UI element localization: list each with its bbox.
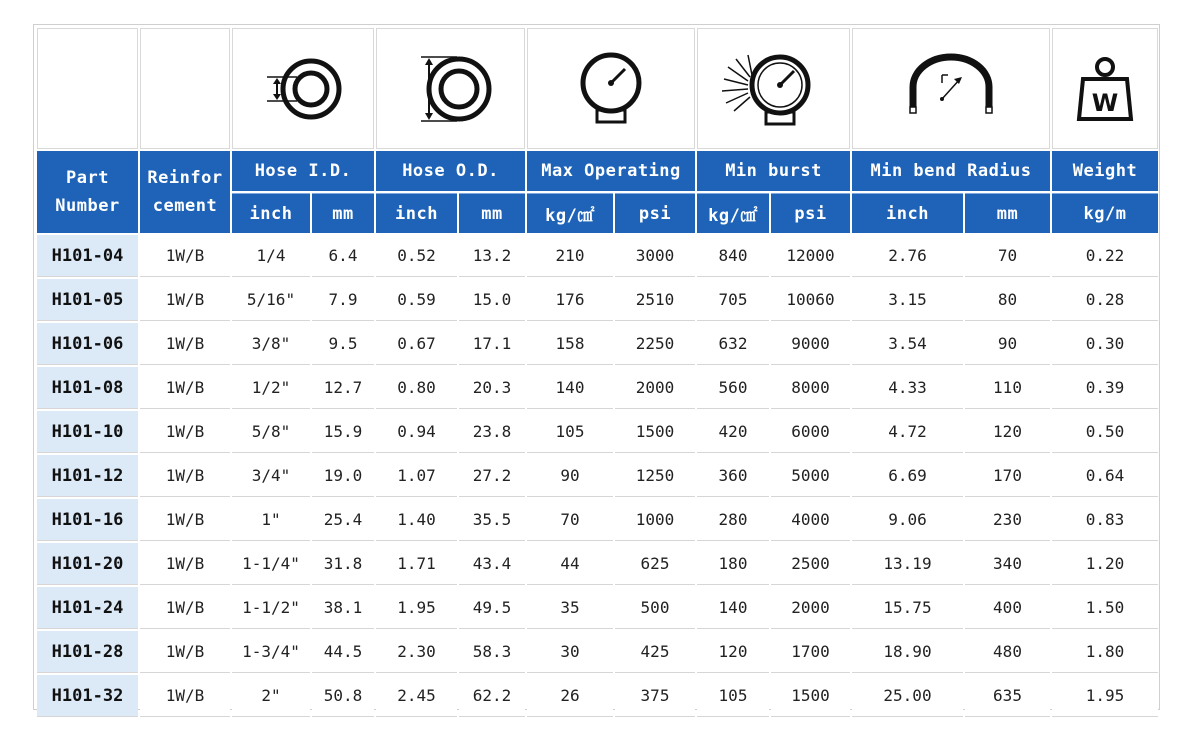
cell-weight: 1.80 bbox=[1052, 631, 1158, 673]
header-reinforcement-line1: Reinfor bbox=[147, 168, 223, 188]
cell-od-inch: 1.71 bbox=[376, 543, 457, 585]
cell-burst-kg: 840 bbox=[697, 235, 769, 277]
cell-od-mm: 62.2 bbox=[459, 675, 525, 717]
cell-bend-mm: 170 bbox=[965, 455, 1050, 497]
table-row bbox=[37, 323, 1158, 365]
cell-reinforcement: 1W/B bbox=[140, 279, 230, 321]
header-min-bend: Min bend Radius bbox=[852, 151, 1050, 191]
cell-od-mm: 58.3 bbox=[459, 631, 525, 673]
cell-od-inch: 1.40 bbox=[376, 499, 457, 541]
cell-id-mm: 44.5 bbox=[312, 631, 374, 673]
header-weight: Weight bbox=[1052, 151, 1158, 191]
cell-id-inch: 3/8" bbox=[232, 323, 310, 365]
unit-bend-mm: mm bbox=[965, 193, 1050, 233]
cell-reinforcement: 1W/B bbox=[140, 587, 230, 629]
table-row bbox=[37, 675, 1158, 717]
cell-burst-psi: 2500 bbox=[771, 543, 850, 585]
cell-bend-mm: 230 bbox=[965, 499, 1050, 541]
cell-id-mm: 25.4 bbox=[312, 499, 374, 541]
cell-op-kg: 26 bbox=[527, 675, 613, 717]
cell-burst-psi: 9000 bbox=[771, 323, 850, 365]
cell-id-inch: 1-3/4" bbox=[232, 631, 310, 673]
cell-reinforcement: 1W/B bbox=[140, 235, 230, 277]
cell-op-kg: 30 bbox=[527, 631, 613, 673]
cell-bend-mm: 480 bbox=[965, 631, 1050, 673]
cell-weight: 0.39 bbox=[1052, 367, 1158, 409]
cell-od-mm: 43.4 bbox=[459, 543, 525, 585]
inner-diameter-icon bbox=[232, 28, 374, 149]
table-row bbox=[37, 543, 1158, 585]
cell-part-number: H101-10 bbox=[37, 411, 138, 453]
burst-gauge-icon bbox=[697, 28, 850, 149]
cell-part-number: H101-08 bbox=[37, 367, 138, 409]
cell-id-inch: 1/2" bbox=[232, 367, 310, 409]
cell-op-psi: 1250 bbox=[615, 455, 695, 497]
cell-id-mm: 12.7 bbox=[312, 367, 374, 409]
cell-id-inch: 1/4 bbox=[232, 235, 310, 277]
cell-bend-inch: 25.00 bbox=[852, 675, 963, 717]
cell-burst-psi: 1700 bbox=[771, 631, 850, 673]
header-hose-od: Hose O.D. bbox=[376, 151, 525, 191]
cell-part-number: H101-28 bbox=[37, 631, 138, 673]
cell-burst-psi: 4000 bbox=[771, 499, 850, 541]
cell-bend-inch: 3.54 bbox=[852, 323, 963, 365]
cell-burst-kg: 105 bbox=[697, 675, 769, 717]
hose-spec-table bbox=[35, 26, 1160, 719]
cell-op-psi: 500 bbox=[615, 587, 695, 629]
outer-diameter-icon bbox=[376, 28, 525, 149]
cell-weight: 1.20 bbox=[1052, 543, 1158, 585]
cell-reinforcement: 1W/B bbox=[140, 499, 230, 541]
cell-burst-kg: 632 bbox=[697, 323, 769, 365]
cell-od-inch: 1.07 bbox=[376, 455, 457, 497]
cell-weight: 0.50 bbox=[1052, 411, 1158, 453]
cell-bend-mm: 90 bbox=[965, 323, 1050, 365]
cell-burst-psi: 10060 bbox=[771, 279, 850, 321]
cell-op-psi: 1500 bbox=[615, 411, 695, 453]
cell-burst-kg: 705 bbox=[697, 279, 769, 321]
cell-bend-inch: 2.76 bbox=[852, 235, 963, 277]
cell-bend-mm: 400 bbox=[965, 587, 1050, 629]
cell-part-number: H101-32 bbox=[37, 675, 138, 717]
cell-part-number: H101-04 bbox=[37, 235, 138, 277]
cell-id-mm: 50.8 bbox=[312, 675, 374, 717]
cell-bend-inch: 9.06 bbox=[852, 499, 963, 541]
cell-od-inch: 0.80 bbox=[376, 367, 457, 409]
cell-od-inch: 2.30 bbox=[376, 631, 457, 673]
cell-burst-psi: 6000 bbox=[771, 411, 850, 453]
table-row bbox=[37, 367, 1158, 409]
cell-reinforcement: 1W/B bbox=[140, 323, 230, 365]
cell-burst-kg: 360 bbox=[697, 455, 769, 497]
cell-burst-psi: 12000 bbox=[771, 235, 850, 277]
cell-burst-psi: 2000 bbox=[771, 587, 850, 629]
unit-od-inch: inch bbox=[376, 193, 457, 233]
cell-part-number: H101-06 bbox=[37, 323, 138, 365]
cell-bend-mm: 635 bbox=[965, 675, 1050, 717]
cell-od-mm: 17.1 bbox=[459, 323, 525, 365]
cell-bend-inch: 3.15 bbox=[852, 279, 963, 321]
cell-od-inch: 0.94 bbox=[376, 411, 457, 453]
cell-weight: 0.64 bbox=[1052, 455, 1158, 497]
cell-bend-inch: 15.75 bbox=[852, 587, 963, 629]
cell-part-number: H101-20 bbox=[37, 543, 138, 585]
cell-op-kg: 70 bbox=[527, 499, 613, 541]
cell-od-inch: 0.67 bbox=[376, 323, 457, 365]
cell-op-kg: 35 bbox=[527, 587, 613, 629]
cell-od-inch: 2.45 bbox=[376, 675, 457, 717]
cell-burst-psi: 5000 bbox=[771, 455, 850, 497]
cell-part-number: H101-16 bbox=[37, 499, 138, 541]
table-row bbox=[37, 411, 1158, 453]
cell-id-inch: 5/8" bbox=[232, 411, 310, 453]
cell-op-psi: 2510 bbox=[615, 279, 695, 321]
cell-bend-inch: 4.33 bbox=[852, 367, 963, 409]
cell-id-mm: 9.5 bbox=[312, 323, 374, 365]
cell-od-inch: 1.95 bbox=[376, 587, 457, 629]
cell-reinforcement: 1W/B bbox=[140, 411, 230, 453]
cell-op-kg: 176 bbox=[527, 279, 613, 321]
cell-part-number: H101-12 bbox=[37, 455, 138, 497]
cell-id-inch: 1-1/4" bbox=[232, 543, 310, 585]
header-part-line2: Number bbox=[55, 196, 120, 216]
icon-cell-blank bbox=[140, 28, 230, 149]
cell-bend-mm: 80 bbox=[965, 279, 1050, 321]
cell-reinforcement: 1W/B bbox=[140, 367, 230, 409]
cell-od-inch: 0.59 bbox=[376, 279, 457, 321]
cell-op-kg: 158 bbox=[527, 323, 613, 365]
table-body bbox=[37, 235, 1158, 717]
weight-icon-letter: W bbox=[1091, 88, 1119, 117]
cell-op-kg: 210 bbox=[527, 235, 613, 277]
cell-burst-kg: 140 bbox=[697, 587, 769, 629]
table-row bbox=[37, 587, 1158, 629]
cell-op-kg: 90 bbox=[527, 455, 613, 497]
cell-burst-kg: 180 bbox=[697, 543, 769, 585]
header-hose-id: Hose I.D. bbox=[232, 151, 374, 191]
cell-od-mm: 13.2 bbox=[459, 235, 525, 277]
cell-burst-psi: 8000 bbox=[771, 367, 850, 409]
cell-weight: 0.30 bbox=[1052, 323, 1158, 365]
cell-burst-psi: 1500 bbox=[771, 675, 850, 717]
pressure-gauge-icon bbox=[527, 28, 695, 149]
cell-reinforcement: 1W/B bbox=[140, 543, 230, 585]
cell-op-kg: 140 bbox=[527, 367, 613, 409]
cell-burst-kg: 560 bbox=[697, 367, 769, 409]
cell-weight: 1.50 bbox=[1052, 587, 1158, 629]
unit-od-mm: mm bbox=[459, 193, 525, 233]
cell-id-inch: 3/4" bbox=[232, 455, 310, 497]
cell-id-mm: 38.1 bbox=[312, 587, 374, 629]
header-max-operating: Max Operating bbox=[527, 151, 695, 191]
cell-od-mm: 15.0 bbox=[459, 279, 525, 321]
cell-od-mm: 23.8 bbox=[459, 411, 525, 453]
cell-bend-mm: 120 bbox=[965, 411, 1050, 453]
cell-burst-kg: 420 bbox=[697, 411, 769, 453]
bend-radius-icon bbox=[852, 28, 1050, 149]
cell-reinforcement: 1W/B bbox=[140, 455, 230, 497]
cell-bend-mm: 70 bbox=[965, 235, 1050, 277]
table-row bbox=[37, 235, 1158, 277]
cell-od-mm: 35.5 bbox=[459, 499, 525, 541]
cell-weight: 0.22 bbox=[1052, 235, 1158, 277]
table-row bbox=[37, 499, 1158, 541]
cell-part-number: H101-24 bbox=[37, 587, 138, 629]
cell-bend-inch: 13.19 bbox=[852, 543, 963, 585]
cell-weight: 0.83 bbox=[1052, 499, 1158, 541]
cell-id-mm: 15.9 bbox=[312, 411, 374, 453]
unit-bend-inch: inch bbox=[852, 193, 963, 233]
cell-id-mm: 7.9 bbox=[312, 279, 374, 321]
cell-reinforcement: 1W/B bbox=[140, 631, 230, 673]
unit-burst-kg: kg/㎠ bbox=[697, 193, 769, 233]
cell-op-psi: 1000 bbox=[615, 499, 695, 541]
cell-id-mm: 19.0 bbox=[312, 455, 374, 497]
weight-icon bbox=[1052, 28, 1158, 149]
cell-op-psi: 3000 bbox=[615, 235, 695, 277]
cell-part-number: H101-05 bbox=[37, 279, 138, 321]
header-min-burst: Min burst bbox=[697, 151, 850, 191]
cell-bend-inch: 4.72 bbox=[852, 411, 963, 453]
cell-od-mm: 27.2 bbox=[459, 455, 525, 497]
cell-id-inch: 2" bbox=[232, 675, 310, 717]
cell-od-mm: 49.5 bbox=[459, 587, 525, 629]
cell-weight: 0.28 bbox=[1052, 279, 1158, 321]
cell-od-inch: 0.52 bbox=[376, 235, 457, 277]
cell-bend-inch: 6.69 bbox=[852, 455, 963, 497]
header-part-number bbox=[37, 151, 138, 233]
table-row bbox=[37, 279, 1158, 321]
icon-row bbox=[37, 28, 1158, 149]
header-reinforcement bbox=[140, 151, 230, 233]
cell-op-kg: 44 bbox=[527, 543, 613, 585]
cell-op-psi: 425 bbox=[615, 631, 695, 673]
cell-weight: 1.95 bbox=[1052, 675, 1158, 717]
cell-bend-mm: 340 bbox=[965, 543, 1050, 585]
cell-op-psi: 2250 bbox=[615, 323, 695, 365]
cell-op-psi: 375 bbox=[615, 675, 695, 717]
cell-id-mm: 6.4 bbox=[312, 235, 374, 277]
cell-id-mm: 31.8 bbox=[312, 543, 374, 585]
cell-op-psi: 2000 bbox=[615, 367, 695, 409]
icon-cell-blank bbox=[37, 28, 138, 149]
cell-reinforcement: 1W/B bbox=[140, 675, 230, 717]
cell-bend-inch: 18.90 bbox=[852, 631, 963, 673]
unit-burst-psi: psi bbox=[771, 193, 850, 233]
cell-op-psi: 625 bbox=[615, 543, 695, 585]
table-row bbox=[37, 631, 1158, 673]
cell-burst-kg: 280 bbox=[697, 499, 769, 541]
unit-weight: kg/m bbox=[1052, 193, 1158, 233]
cell-id-inch: 1-1/2" bbox=[232, 587, 310, 629]
cell-burst-kg: 120 bbox=[697, 631, 769, 673]
cell-bend-mm: 110 bbox=[965, 367, 1050, 409]
cell-od-mm: 20.3 bbox=[459, 367, 525, 409]
table-row bbox=[37, 455, 1158, 497]
cell-id-inch: 1" bbox=[232, 499, 310, 541]
cell-id-inch: 5/16" bbox=[232, 279, 310, 321]
unit-id-mm: mm bbox=[312, 193, 374, 233]
cell-op-kg: 105 bbox=[527, 411, 613, 453]
header-part-line1: Part bbox=[66, 168, 109, 188]
unit-id-inch: inch bbox=[232, 193, 310, 233]
unit-op-kg: kg/㎠ bbox=[527, 193, 613, 233]
unit-op-psi: psi bbox=[615, 193, 695, 233]
header-reinforcement-line2: cement bbox=[152, 196, 218, 216]
